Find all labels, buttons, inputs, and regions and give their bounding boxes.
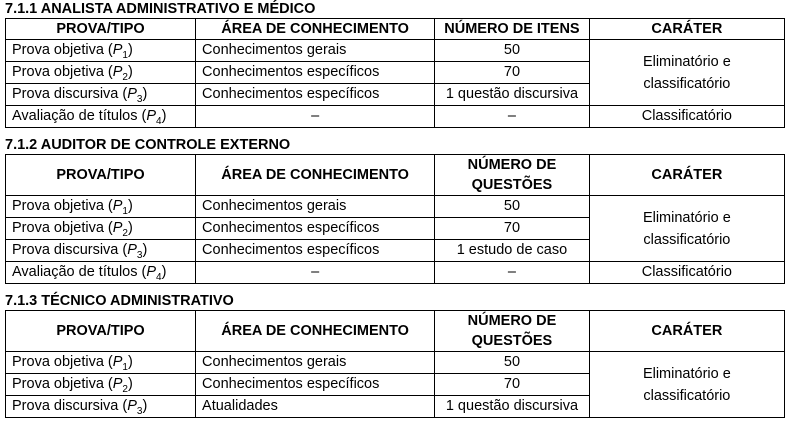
header-tipo: PROVA/TIPO [6,311,196,352]
cell-tipo: Prova discursiva $(P_3)$ [6,84,196,106]
table-row [6,352,785,374]
table-header-row [6,155,785,196]
table-row [6,196,785,218]
cell-area: Conhecimentos específicos [196,62,435,84]
cell-tipo: Prova objetiva $(P_2)$ [6,62,196,84]
cell-area: Conhecimentos específicos [196,218,435,240]
table-row [6,262,785,284]
cell-numero: 1 questão discursiva [435,84,590,106]
table-header-row [6,311,785,352]
cell-numero: 50 [435,352,590,374]
cell-carater: Classificatório [589,106,784,128]
exam-table [5,154,785,284]
cell-tipo: Prova objetiva $(P_1)$ [6,352,196,374]
cell-area: – [196,262,435,284]
section-title: 7.1.1 ANALISTA ADMINISTRATIVO E MÉDICO [5,1,316,17]
cell-numero: 50 [435,196,590,218]
cell-carater: Classificatório [589,262,784,284]
header-area: ÁREA DE CONHECIMENTO [196,19,435,40]
header-carater: CARÁTER [589,19,784,40]
header-carater: CARÁTER [589,311,784,352]
cell-tipo: Avaliação de títulos $(P_4)$ [6,106,196,128]
cell-area: – [196,106,435,128]
cell-numero: 70 [435,374,590,396]
header-numero: NÚMERO DE QUESTÕES [435,311,590,352]
section-title: 7.1.3 TÉCNICO ADMINISTRATIVO [5,293,234,309]
cell-tipo: Prova objetiva $(P_2)$ [6,374,196,396]
cell-tipo: Avaliação de títulos $(P_4)$ [6,262,196,284]
cell-numero: 50 [435,40,590,62]
cell-area: Conhecimentos gerais [196,40,435,62]
table-row [6,106,785,128]
cell-carater: Eliminatório e classificatório [589,352,784,418]
cell-numero: – [435,262,590,284]
header-numero: NÚMERO DE QUESTÕES [435,155,590,196]
table-header-row [6,19,785,40]
cell-area: Atualidades [196,396,435,418]
cell-area: Conhecimentos gerais [196,196,435,218]
cell-carater: Eliminatório e classificatório [589,40,784,106]
cell-area: Conhecimentos gerais [196,352,435,374]
header-area: ÁREA DE CONHECIMENTO [196,311,435,352]
header-area: ÁREA DE CONHECIMENTO [196,155,435,196]
exam-table [5,310,785,418]
cell-tipo: Prova objetiva $(P_1)$ [6,40,196,62]
cell-tipo: Prova objetiva $(P_2)$ [6,218,196,240]
header-tipo: PROVA/TIPO [6,19,196,40]
cell-tipo: Prova discursiva $(P_3)$ [6,240,196,262]
header-tipo: PROVA/TIPO [6,155,196,196]
table-row [6,40,785,62]
cell-carater: Eliminatório e classificatório [589,196,784,262]
cell-numero: 1 estudo de caso [435,240,590,262]
cell-numero: 70 [435,218,590,240]
cell-area: Conhecimentos específicos [196,374,435,396]
cell-area: Conhecimentos específicos [196,240,435,262]
cell-tipo: Prova discursiva $(P_3)$ [6,396,196,418]
cell-tipo: Prova objetiva $(P_1)$ [6,196,196,218]
cell-numero: 1 questão discursiva [435,396,590,418]
cell-area: Conhecimentos específicos [196,84,435,106]
cell-numero: 70 [435,62,590,84]
exam-table [5,18,785,128]
cell-numero: – [435,106,590,128]
header-carater: CARÁTER [589,155,784,196]
section-title: 7.1.2 AUDITOR DE CONTROLE EXTERNO [5,137,291,153]
header-numero: NÚMERO DE ITENS [435,19,590,40]
